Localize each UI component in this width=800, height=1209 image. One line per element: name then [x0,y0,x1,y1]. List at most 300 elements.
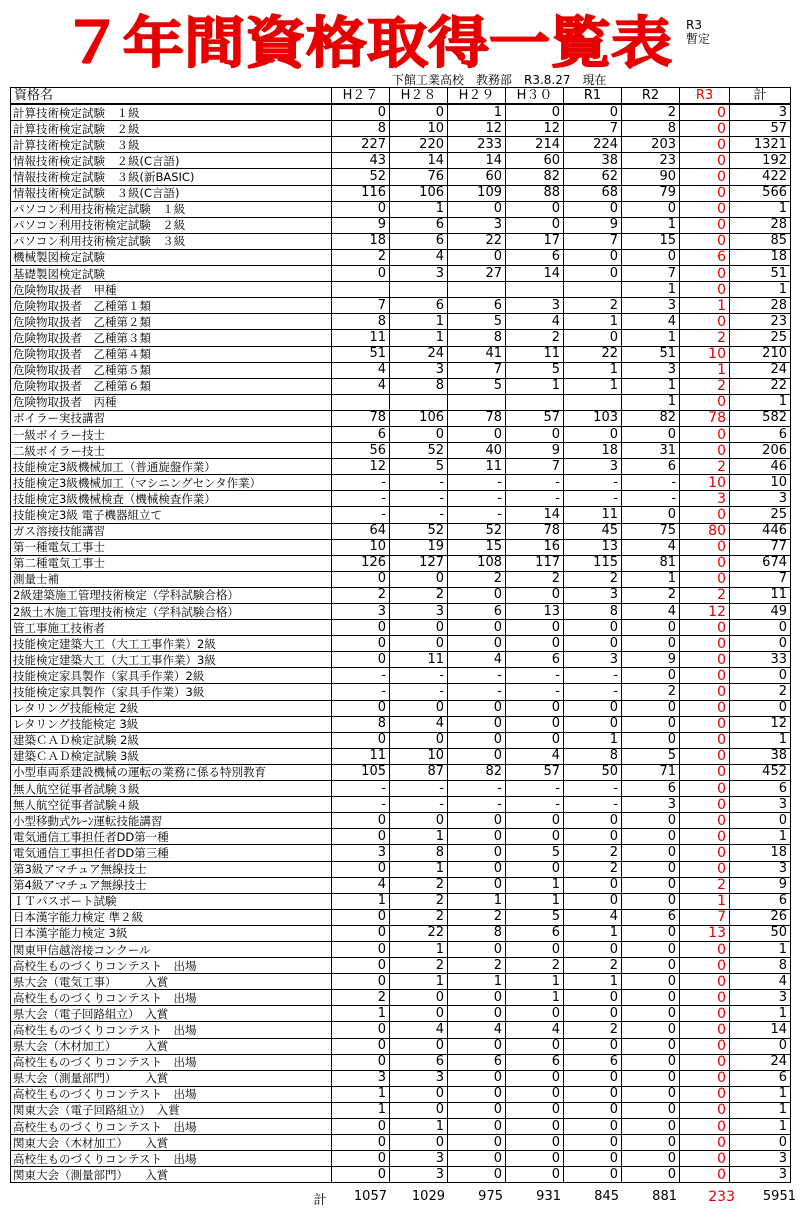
cell-total: 4 [730,974,791,990]
cell-name: 危険物取扱者 乙種第３類 [11,330,332,346]
table-row [11,491,791,507]
cell-total: 0 [730,668,791,684]
cell-r3: 2 [680,378,730,394]
cell-r3: 0 [680,958,730,974]
cell-h28: - [390,797,448,813]
cell-h30: 6 [506,925,564,941]
cell-r2: 0 [622,893,680,909]
cell-r3: 0 [680,829,730,845]
cell-h29: 0 [448,1102,506,1118]
cell-name: 危険物取扱者 丙種 [11,394,332,410]
cell-r1: 7 [564,233,622,249]
cell-h30: 0 [506,1119,564,1135]
cell-name: 危険物取扱者 乙種第６類 [11,378,332,394]
cell-h30: 6 [506,1054,564,1070]
cell-h28: 0 [390,1086,448,1102]
cell-h28: 0 [390,990,448,1006]
cell-name: 技能検定建築大工（大工工事作業）3級 [11,652,332,668]
cell-h30: 2 [506,958,564,974]
cell-h29: 0 [448,1167,506,1183]
table-row [11,748,791,764]
cell-name: パソコン利用技術検定試験 ３級 [11,233,332,249]
cell-h29: 78 [448,410,506,426]
cell-h30: 0 [506,620,564,636]
cell-h30: 0 [506,104,564,121]
cell-r1: 2 [564,298,622,314]
table-row [11,1038,791,1054]
cell-h28: 1 [390,1119,448,1135]
table-row [11,507,791,523]
cell-h28: 1 [390,314,448,330]
cell-total: 6 [730,426,791,442]
table-row [11,378,791,394]
cell-name: 第二種電気工事士 [11,555,332,571]
cell-r1: 6 [564,1054,622,1070]
cell-total: 46 [730,459,791,475]
cell-h29: 0 [448,829,506,845]
cell-h29: 0 [448,620,506,636]
cell-h27: 12 [332,459,390,475]
cell-r1: 0 [564,1119,622,1135]
cell-h29: 0 [448,700,506,716]
cell-r2: 0 [622,1167,680,1183]
cell-r1: 0 [564,877,622,893]
cell-name: 基礎製図検定試験 [11,266,332,282]
cell-h28: 0 [390,1006,448,1022]
cell-total: 1 [730,394,791,410]
cell-h29: 4 [448,652,506,668]
cell-name: 日本漢字能力検定 3級 [11,925,332,941]
cell-r2: 90 [622,169,680,185]
cell-name: 建築ＣＡＤ検定試験 2級 [11,732,332,748]
cell-name: 県大会（電子回路組立） 入賞 [11,1006,332,1022]
cell-name: ガス溶接技能講習 [11,523,332,539]
cell-h30: - [506,491,564,507]
cell-total: 0 [730,1135,791,1151]
cell-r2: 3 [622,298,680,314]
table-row [11,394,791,410]
cell-r3: 0 [680,1135,730,1151]
cell-r1 [564,282,622,298]
table-row [11,298,791,314]
cell-total: 24 [730,362,791,378]
cell-total: 23 [730,314,791,330]
cell-h29: - [448,475,506,491]
cell-h28: 2 [390,958,448,974]
cell-r3: 0 [680,974,730,990]
table-row [11,909,791,925]
cell-h27: 0 [332,700,390,716]
cell-h29: 1 [448,104,506,121]
cell-h27: 0 [332,652,390,668]
cell-name: 関東大会（測量部門） 入賞 [11,1167,332,1183]
table-row [11,1070,791,1086]
cell-h30: 0 [506,732,564,748]
total-h30: 931 [536,1189,561,1204]
cell-r2: 0 [622,941,680,957]
cell-h27: 0 [332,941,390,957]
cell-r2: 6 [622,909,680,925]
cell-r2: 0 [622,829,680,845]
cell-h30: - [506,668,564,684]
cell-h27: 56 [332,443,390,459]
cell-h30: 17 [506,233,564,249]
table-row [11,362,791,378]
cell-h29: 0 [448,636,506,652]
cell-h29: 0 [448,1006,506,1022]
cell-h29: 11 [448,459,506,475]
cell-h29: 2 [448,571,506,587]
cell-h30: 57 [506,410,564,426]
cell-r2: 0 [622,1151,680,1167]
cell-name: 技能検定3級機械加工（マシニングセンタ作業） [11,475,332,491]
cell-h27: 0 [332,909,390,925]
cell-r2: 15 [622,233,680,249]
cell-h29: 0 [448,877,506,893]
cell-h30: 0 [506,587,564,603]
cell-r2: 0 [622,700,680,716]
cell-h29: 27 [448,266,506,282]
cell-name: パソコン利用技術検定試験 １級 [11,201,332,217]
cell-r2: 0 [622,1135,680,1151]
cell-name: 技能検定家具製作（家具手作業）2級 [11,668,332,684]
cell-r3: 0 [680,314,730,330]
cell-r2: 23 [622,153,680,169]
cell-h29: 0 [448,1119,506,1135]
cell-r3: 0 [680,121,730,137]
cell-h27: 1 [332,1006,390,1022]
cell-h28: 2 [390,893,448,909]
cell-name: 計算技術検定試験 １級 [11,104,332,121]
cell-h28: 1 [390,201,448,217]
cell-name: 危険物取扱者 乙種第１類 [11,298,332,314]
col-header-r2: R2 [622,88,680,105]
cell-h29: 109 [448,185,506,201]
cell-h29: 0 [448,813,506,829]
table-row [11,732,791,748]
cell-total: 1 [730,1102,791,1118]
cell-r2: 4 [622,314,680,330]
table-row [11,1119,791,1135]
cell-r2: 5 [622,748,680,764]
table-header-row [11,88,791,105]
cell-name: 技能検定3級 電子機器組立て [11,507,332,523]
cell-r1: 0 [564,1167,622,1183]
cell-r2: 203 [622,137,680,153]
cell-r1: 0 [564,330,622,346]
cell-r1: 0 [564,620,622,636]
cell-total: 3 [730,1151,791,1167]
cell-h28: 4 [390,716,448,732]
cell-r1: - [564,668,622,684]
cell-h27: 78 [332,410,390,426]
cell-r2: 79 [622,185,680,201]
cell-total: 0 [730,1038,791,1054]
cell-r2: 3 [622,797,680,813]
cell-r2: 0 [622,1086,680,1102]
cell-h27: 8 [332,716,390,732]
cell-total: 85 [730,233,791,249]
cell-total: 77 [730,539,791,555]
cell-total: 1 [730,1086,791,1102]
cell-r3: 12 [680,604,730,620]
cell-h29: 0 [448,941,506,957]
table-row [11,314,791,330]
cell-name: 2級建築施工管理技術検定（学科試験合格） [11,587,332,603]
cell-h28: 6 [390,217,448,233]
cell-h29: 15 [448,539,506,555]
cell-name: 技能検定3級機械検査（機械検査作業） [11,491,332,507]
cell-r3: 0 [680,217,730,233]
cell-total: 18 [730,249,791,265]
cell-h28: 3 [390,362,448,378]
cell-h28: 3 [390,604,448,620]
cell-r1: 22 [564,346,622,362]
table-row [11,217,791,233]
qualification-table [10,87,791,1183]
cell-h30: 6 [506,249,564,265]
cell-name: 第3級アマチュア無線技士 [11,861,332,877]
cell-name: 技能検定家具製作（家具手作業）3級 [11,684,332,700]
cell-r1: 8 [564,604,622,620]
cell-r3: 1 [680,298,730,314]
cell-h30: 78 [506,523,564,539]
cell-r3: 0 [680,394,730,410]
cell-r3: 2 [680,330,730,346]
cell-h28: 10 [390,121,448,137]
cell-h28: 1 [390,941,448,957]
cell-name: 建築ＣＡＤ検定試験 3級 [11,748,332,764]
cell-r3: 0 [680,507,730,523]
cell-name: 高校生ものづくりコンテスト 出場 [11,1119,332,1135]
cell-r3: 0 [680,104,730,121]
cell-total: 452 [730,764,791,780]
cell-h27: 2 [332,249,390,265]
cell-r1: 2 [564,571,622,587]
cell-r2: 0 [622,877,680,893]
cell-h30: 0 [506,1135,564,1151]
table-row [11,137,791,153]
cell-r1: 1 [564,314,622,330]
cell-name: 小型車両系建設機械の運転の業務に係る特別教育 [11,764,332,780]
cell-h27: 4 [332,378,390,394]
cell-r1: 0 [564,426,622,442]
cell-r1: 115 [564,555,622,571]
cell-h30: 0 [506,716,564,732]
cell-r1: - [564,781,622,797]
cell-h28 [390,394,448,410]
cell-r1: 0 [564,893,622,909]
cell-h27: 0 [332,813,390,829]
cell-h30: 5 [506,909,564,925]
cell-h30: 0 [506,1151,564,1167]
cell-name: 危険物取扱者 乙種第２類 [11,314,332,330]
cell-h27: 64 [332,523,390,539]
cell-r3: 0 [680,137,730,153]
cell-total: 38 [730,748,791,764]
cell-total: 9 [730,877,791,893]
cell-total: 1321 [730,137,791,153]
cell-h30: - [506,475,564,491]
cell-r3: 0 [680,732,730,748]
cell-h29 [448,282,506,298]
cell-h27: 43 [332,153,390,169]
cell-h30: 0 [506,1086,564,1102]
cell-h28: 6 [390,233,448,249]
cell-h29: 1 [448,974,506,990]
table-row [11,877,791,893]
cell-h28: 5 [390,459,448,475]
cell-r3: 80 [680,523,730,539]
cell-r2: 0 [622,426,680,442]
cell-h30: 0 [506,1102,564,1118]
cell-total: 7 [730,571,791,587]
cell-r3: 0 [680,990,730,1006]
cell-h28: - [390,491,448,507]
cell-r1: - [564,475,622,491]
table-row [11,700,791,716]
table-row [11,121,791,137]
cell-h30: 1 [506,893,564,909]
cell-name: 2級土木施工管理技術検定（学科試験合格） [11,604,332,620]
cell-h29: 6 [448,604,506,620]
cell-total: 2 [730,684,791,700]
cell-h30: 0 [506,636,564,652]
table-row [11,1022,791,1038]
cell-h28: - [390,668,448,684]
cell-h28: 1 [390,861,448,877]
cell-total: 192 [730,153,791,169]
cell-name: 高校生ものづくりコンテスト 出場 [11,1054,332,1070]
cell-total: 14 [730,1022,791,1038]
cell-r3: 0 [680,233,730,249]
cell-h28: 3 [390,1070,448,1086]
cell-r2: 7 [622,266,680,282]
cell-h28: 106 [390,185,448,201]
cell-h27: 8 [332,121,390,137]
table-row [11,636,791,652]
total-h27: 1057 [353,1189,387,1204]
cell-h27: - [332,475,390,491]
cell-h30: - [506,684,564,700]
cell-r1: - [564,491,622,507]
cell-h27: 10 [332,539,390,555]
table-row [11,829,791,845]
cell-h28: 87 [390,764,448,780]
total-all: 5951 [762,1189,796,1204]
cell-total: 49 [730,604,791,620]
cell-h27: 0 [332,636,390,652]
cell-total: 33 [730,652,791,668]
cell-h27: 0 [332,620,390,636]
col-header-h30: H３０ [506,88,564,105]
cell-name: 情報技術検定試験 ３級(新BASIC) [11,169,332,185]
table-row [11,620,791,636]
cell-r3: 3 [680,491,730,507]
cell-h28: 8 [390,378,448,394]
cell-h29: 0 [448,587,506,603]
cell-total: 50 [730,925,791,941]
school-info: 下館工業高校 教務部 R3.8.27 現在 [392,73,607,87]
cell-h27: 0 [332,1151,390,1167]
cell-h29: 8 [448,925,506,941]
cell-r2: 0 [622,716,680,732]
page-title-text: ７年間資格取得一覧表 [62,11,672,75]
col-header-h27: H２７ [332,88,390,105]
cell-h27: 0 [332,829,390,845]
cell-r2: 6 [622,781,680,797]
cell-r3: 0 [680,620,730,636]
cell-r1: 1 [564,362,622,378]
cell-r2: 0 [622,249,680,265]
cell-h27: 0 [332,1038,390,1054]
cell-total: 6 [730,893,791,909]
cell-r2: 0 [622,958,680,974]
cell-r1: 1 [564,925,622,941]
cell-name: 計算技術検定試験 ３級 [11,137,332,153]
cell-r2: 3 [622,362,680,378]
cell-r2: 8 [622,121,680,137]
table-row [11,1135,791,1151]
table-row [11,893,791,909]
cell-name: レタリング技能検定 2級 [11,700,332,716]
cell-h27: 4 [332,362,390,378]
cell-name: 技能検定建築大工（大工工事作業）2級 [11,636,332,652]
cell-h27: 3 [332,604,390,620]
cell-r1: 18 [564,443,622,459]
cell-total: 24 [730,1054,791,1070]
table-row [11,1086,791,1102]
cell-r2: 0 [622,845,680,861]
cell-h28: 3 [390,1167,448,1183]
cell-total: 10 [730,475,791,491]
cell-name: 危険物取扱者 甲種 [11,282,332,298]
table-row [11,169,791,185]
cell-total: 28 [730,298,791,314]
table-row [11,958,791,974]
cell-h30: 0 [506,1006,564,1022]
cell-r2: 0 [622,636,680,652]
cell-h30: 0 [506,426,564,442]
cell-name: レタリング技能検定 3級 [11,716,332,732]
cell-r1: 0 [564,266,622,282]
cell-h28: 2 [390,909,448,925]
cell-r1: 0 [564,1038,622,1054]
cell-h29: 22 [448,233,506,249]
cell-r1: 224 [564,137,622,153]
cell-h29: 6 [448,298,506,314]
cell-r1: 62 [564,169,622,185]
cell-h28: 0 [390,426,448,442]
cell-r2: 82 [622,410,680,426]
cell-r2: 81 [622,555,680,571]
cell-h30: - [506,781,564,797]
cell-h28: 0 [390,700,448,716]
table-row [11,652,791,668]
cell-h30: 14 [506,266,564,282]
cell-r3: 13 [680,925,730,941]
cell-h28: 0 [390,813,448,829]
table-row [11,104,791,121]
note-year: R3 [686,18,702,32]
cell-name: 日本漢字能力検定 準２級 [11,909,332,925]
cell-h27: 126 [332,555,390,571]
cell-h27: 7 [332,298,390,314]
cell-r2: - [622,475,680,491]
cell-r3: 0 [680,797,730,813]
cell-name: 県大会（電気工事） 入賞 [11,974,332,990]
cell-r3: 10 [680,475,730,491]
